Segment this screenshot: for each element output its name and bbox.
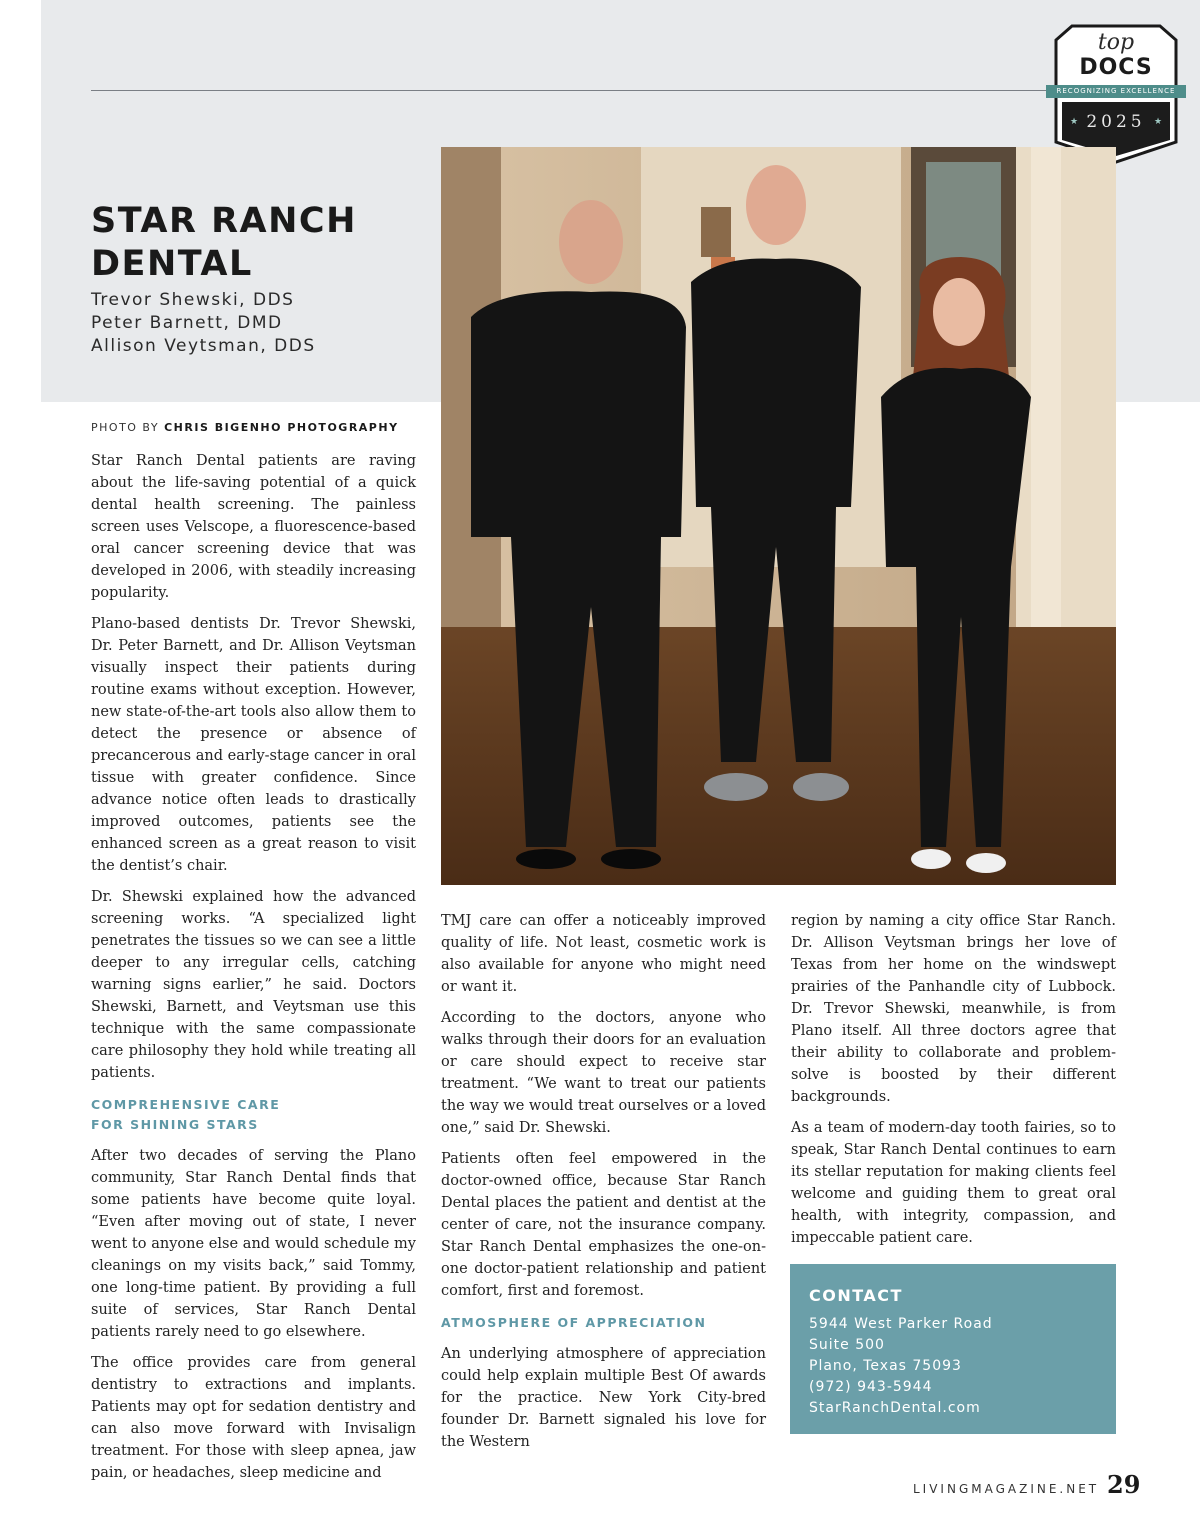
team-photo <box>441 147 1116 885</box>
title-line-1: STAR RANCH <box>91 201 357 241</box>
paragraph: According to the doctors, anyone who walks through their doors for an evaluation or care should expect to receive star treatment. “We want to treat our patients the way we would treat ourselves or a loved one,” said Dr. Shewski. <box>441 1010 766 1136</box>
badge-year: 2025 <box>1086 112 1146 132</box>
contact-website: StarRanchDental.com <box>809 1400 981 1416</box>
badge-docs-text: DOCS <box>1079 55 1153 80</box>
badge-top-text: top <box>1097 30 1135 55</box>
paragraph: TMJ care can offer a noticeably improved quality of life. Not least, cosmetic work is also available for anyone who might need or want it. <box>441 913 766 995</box>
title-line-2: DENTAL <box>91 244 253 284</box>
article-column-2 <box>441 910 766 1462</box>
doctor-name: Peter Barnett, DMD <box>91 313 283 333</box>
badge-ribbon: RECOGNIZING EXCELLENCE <box>1046 85 1186 98</box>
top-docs-badge <box>1054 24 1178 164</box>
section-heading <box>91 1095 416 1135</box>
photographer-name: CHRIS BIGENHO PHOTOGRAPHY <box>164 421 399 434</box>
section-heading-line: COMPREHENSIVE CARE <box>91 1097 281 1112</box>
paragraph: Star Ranch Dental patients are raving about the life-saving potential of a quick dental health screening. The painless screen uses Velscope, a fluorescence-based oral cancer screening device that was developed in 2006, with steadily increasing popularity. <box>91 453 416 601</box>
contact-details <box>809 1314 993 1419</box>
article-column-1 <box>91 450 416 1493</box>
photo-credit <box>91 421 421 434</box>
paragraph: Patients often feel empowered in the doctor-owned office, because Star Ranch Dental places the patient and dentist at the center of care, not the insurance company. Star Ranch Dental emphasizes the one-on-one doctor-patient relationship and patient comfort, first and foremost. <box>441 1151 766 1299</box>
paragraph: Dr. Shewski explained how the advanced screening works. “A specialized light penetrates the tissues so we can see a little deeper to any irregular cells, catching warning signs earlier,” he said. Doctors Shewski, Barnett, and Veytsman use this technique with the same compassionate care philosophy they hold while treating all patients. <box>91 889 416 1081</box>
paragraph: Plano-based dentists Dr. Trevor Shewski, Dr. Peter Barnett, and Dr. Allison Veytsman visually inspect their patients during routine exams without exception. However, new state-of-the-art tools also allow them to detect the presence or absence of precancerous and early-stage cancer in oral tissue with greater confidence. Since advance notice often leads to drastically improved outcomes, patients see the enhanced screen as a great reason to visit the dentist’s chair. <box>91 616 416 874</box>
paragraph: The office provides care from general dentistry to extractions and implants. Patients may opt for sedation dentistry and can also move forward with Invisalign treatment. For those with sleep apnea, jaw pain, or headaches, sleep medicine and <box>91 1355 416 1481</box>
contact-box <box>790 1264 1116 1434</box>
contact-city: Plano, Texas 75093 <box>809 1358 962 1374</box>
paragraph: region by naming a city office Star Ranch. Dr. Allison Veytsman brings her love of Texas from her home on the windswept prairies of the Panhandle city of Lubbock. Dr. Trevor Shewski, meanwhile, is from Plano itself. All three doctors agree that their ability to collaborate and problem-solve is boosted by their different backgrounds. <box>791 913 1116 1105</box>
paragraph: After two decades of serving the Plano community, Star Ranch Dental finds that some patients have become quite loyal. “Even after moving out of state, I never went to anyone else and would schedule my cleanings on my visits back,” said Tommy, one long-time patient. By providing a full suite of services, Star Ranch Dental patients rarely need to go elsewhere. <box>91 1148 416 1340</box>
doctor-list <box>91 289 421 358</box>
contact-address: 5944 West Parker Road <box>809 1316 993 1332</box>
article-column-3 <box>791 910 1116 1258</box>
doctor-name: Allison Veytsman, DDS <box>91 336 316 356</box>
badge-star-icon: ★ <box>1154 117 1163 127</box>
paragraph: An underlying atmosphere of appreciation could help explain multiple Best Of awards for the practice. New York City-bred founder Dr. Barnett signaled his love for the Western <box>441 1346 766 1450</box>
header-rule <box>91 90 1066 91</box>
article-title <box>91 200 421 286</box>
section-heading-line: FOR SHINING STARS <box>91 1117 259 1132</box>
photo-credit-prefix: PHOTO BY <box>91 421 165 434</box>
page-number: 29 <box>1107 1470 1141 1499</box>
section-heading: ATMOSPHERE OF APPRECIATION <box>441 1315 707 1330</box>
contact-heading: CONTACT <box>809 1286 903 1305</box>
contact-phone: (972) 943-5944 <box>809 1379 933 1395</box>
contact-suite: Suite 500 <box>809 1337 885 1353</box>
paragraph: As a team of modern-day tooth fairies, so to speak, Star Ranch Dental continues to earn its stellar reputation for making clients feel welcome and guiding them to great oral health, with integrity, compassion, and impeccable patient care. <box>791 1120 1116 1246</box>
footer-website: LIVINGMAGAZINE.NET <box>913 1482 1100 1496</box>
doctor-name: Trevor Shewski, DDS <box>91 290 295 310</box>
badge-star-icon: ★ <box>1070 117 1079 127</box>
